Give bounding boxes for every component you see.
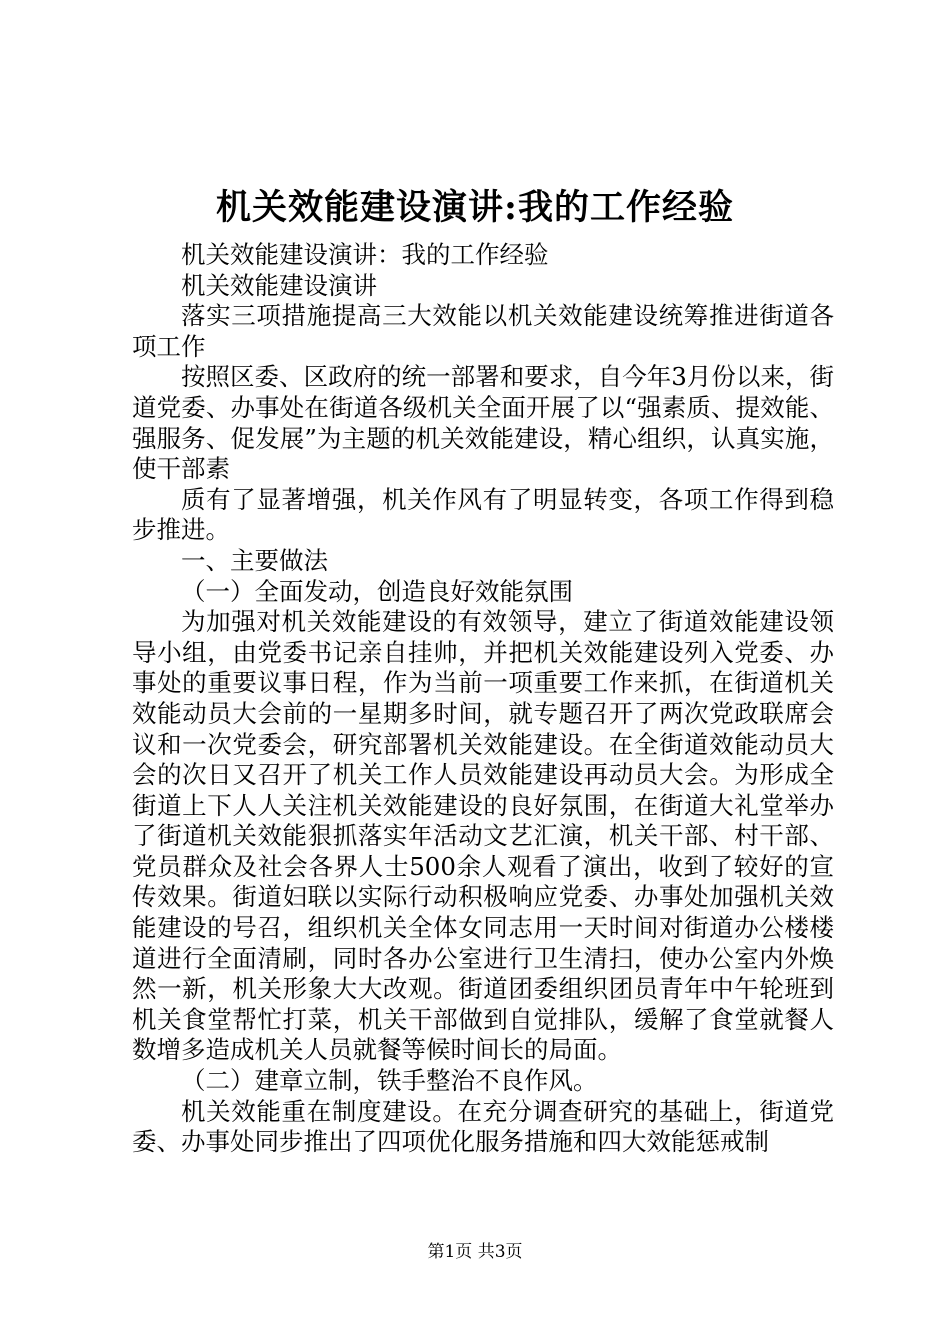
paragraph-subtitle: 机关效能建设演讲：我的工作经验	[181, 240, 549, 269]
page-footer: 第1页 共3页	[427, 1242, 523, 1262]
paragraph-body-1: 为加强对机关效能建设的有效领导，建立了街道效能建设领导小组，由党委书记亲自挂帅，并把机关效能建设列入党委、办事处的重要议事日程，作为当前一项重要工作来抓，在街道机关效能动员大会前的一星期多时间，就专题召开了两次党政联席会议和一次党委会，研究部署机关效能建设。在全街道效能动员大会的次日又召开了机关工作人员效能建设再动员大会。为形成全街道上下人人关注机关效能建设的良好氛围，在街道大礼堂举办了街道机关效能狠抓落实年活动文艺汇演，机关干部、村干部、党员群众及社会各界人士500余人观看了演出，收到了较好的宣传效果。街道妇联以实际行动积极响应党委、办事处加强机关效能建设的号召，组织机关全体女同志用一天时间对街道办公楼楼道进行全面清刷，同时各办公室进行卫生清扫，使办公室内外焕然一新，机关形象大大改观。街道团委组织团员青年中午轮班到机关食堂帮忙打菜，机关干部做到自觉排队，缓解了食堂就餐人数增多造成机关人员就餐等候时间长的局面。	[132, 607, 834, 1065]
section-heading-main-practices: 一、主要做法	[181, 545, 328, 575]
document-title: 机关效能建设演讲:我的工作经验	[216, 187, 734, 228]
document-body	[132, 240, 834, 1158]
paragraph-intro: 按照区委、区政府的统一部署和要求，自今年3月份以来，街道党委、办事处在街道各级机关全面开展了以“强素质、提效能、强服务、促发展”为主题的机关效能建设，精心组织，认真实施，使干部素	[132, 362, 834, 484]
subsection-heading-2: （二）建章立制，铁手整治不良作风。	[181, 1066, 598, 1096]
paragraph-body-2: 机关效能重在制度建设。在充分调查研究的基础上，街道党委、办事处同步推出了四项优化服务措施和四大效能惩戒制	[132, 1096, 834, 1157]
paragraph-intro-cont: 质有了显著增强，机关作风有了明显转变，各项工作得到稳步推进。	[132, 484, 834, 545]
subsection-heading-1: （一）全面发动，创造良好效能氛围	[181, 576, 573, 606]
paragraph-heading: 落实三项措施提高三大效能以机关效能建设统筹推进街道各项工作	[132, 301, 834, 361]
paragraph-subheading: 机关效能建设演讲	[181, 270, 377, 300]
